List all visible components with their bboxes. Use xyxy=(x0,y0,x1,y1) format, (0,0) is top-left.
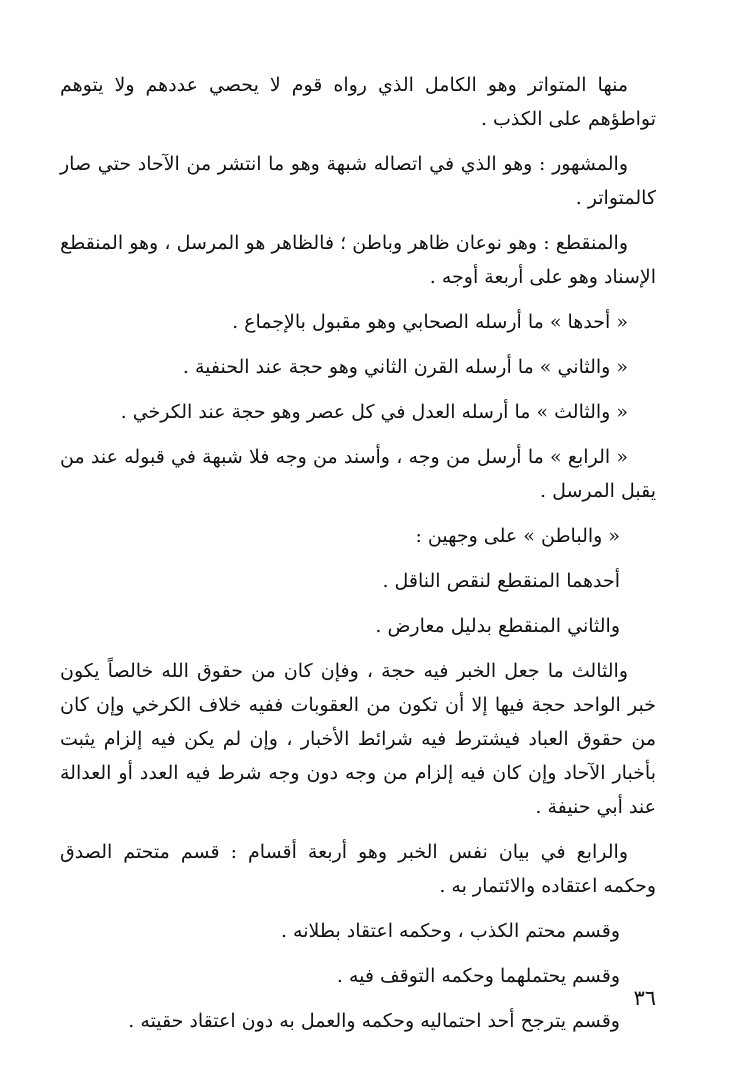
paragraph-qism-kadhib: وقسم محتم الكذب ، وحكمه اعتقاد بطلانه . xyxy=(280,920,620,942)
paragraph-qism-yatarajjah: وقسم يترجح أحد احتماليه وحكمه والعمل به دون اعتقاد حقيته . xyxy=(128,1010,620,1032)
paragraph-mutawatir: منها المتواتر وهو الكامل الذي رواه قوم لا يحصي عددهم ولا يتوهم تواطؤهم على الكذب . xyxy=(60,74,656,130)
page-number: ٣٦ xyxy=(633,986,656,1010)
paragraph-second: « والثاني » ما أرسله القرن الثاني وهو حجة عند الحنفية . xyxy=(182,356,628,378)
paragraph-batin-first: أحدهما المنقطع لنقص الناقل . xyxy=(382,570,620,592)
paragraph-mashhur: والمشهور : وهو الذي في اتصاله شبهة وهو ما انتشر من الآحاد حتي صار كالمتواتر . xyxy=(60,153,656,209)
paragraph-batin: « والباطن » على وجهين : xyxy=(415,525,620,547)
paragraph-third: « والثالث » ما أرسله العدل في كل عصر وهو حجة عند الكرخي . xyxy=(120,401,628,423)
page-body xyxy=(60,68,656,1049)
paragraph-fourth: « الرابع » ما أرسل من وجه ، وأسند من وجه فلا شبهة في قبوله عند من يقبل المرسل . xyxy=(60,446,656,502)
paragraph-fourth-khabar: والرابع في بيان نفس الخبر وهو أربعة أقسام : قسم متحتم الصدق وحكمه اعتقاده والائتمار به . xyxy=(60,841,656,897)
paragraph-qism-yahtamil: وقسم يحتملهما وحكمه التوقف فيه . xyxy=(336,965,620,987)
paragraph-munqati: والمنقطع : وهو نوعان ظاهر وباطن ؛ فالظاهر هو المرسل ، وهو المنقطع الإسناد وهو على أربعة أوجه . xyxy=(60,232,656,288)
paragraph-first: « أحدها » ما أرسله الصحابي وهو مقبول بالإجماع . xyxy=(232,311,628,333)
paragraph-third-hujja: والثالث ما جعل الخبر فيه حجة ، وفإن كان من حقوق الله خالصاً يكون خبر الواحد حجة فيها إلا أن تكون من العقوبات ففيه خلاف الكرخي وإن كان من حقوق العباد فيشترط فيه شرائط الأخبار ، وإن لم يكن فيه إلزام يثبت بأخبار الآحاد وإن كان فيه إلزام من وجه دون وجه شرط فيه العدد أو العدالة عند أبي حنيفة . xyxy=(60,660,656,818)
paragraph-batin-second: والثاني المنقطع بدليل معارض . xyxy=(375,615,620,637)
